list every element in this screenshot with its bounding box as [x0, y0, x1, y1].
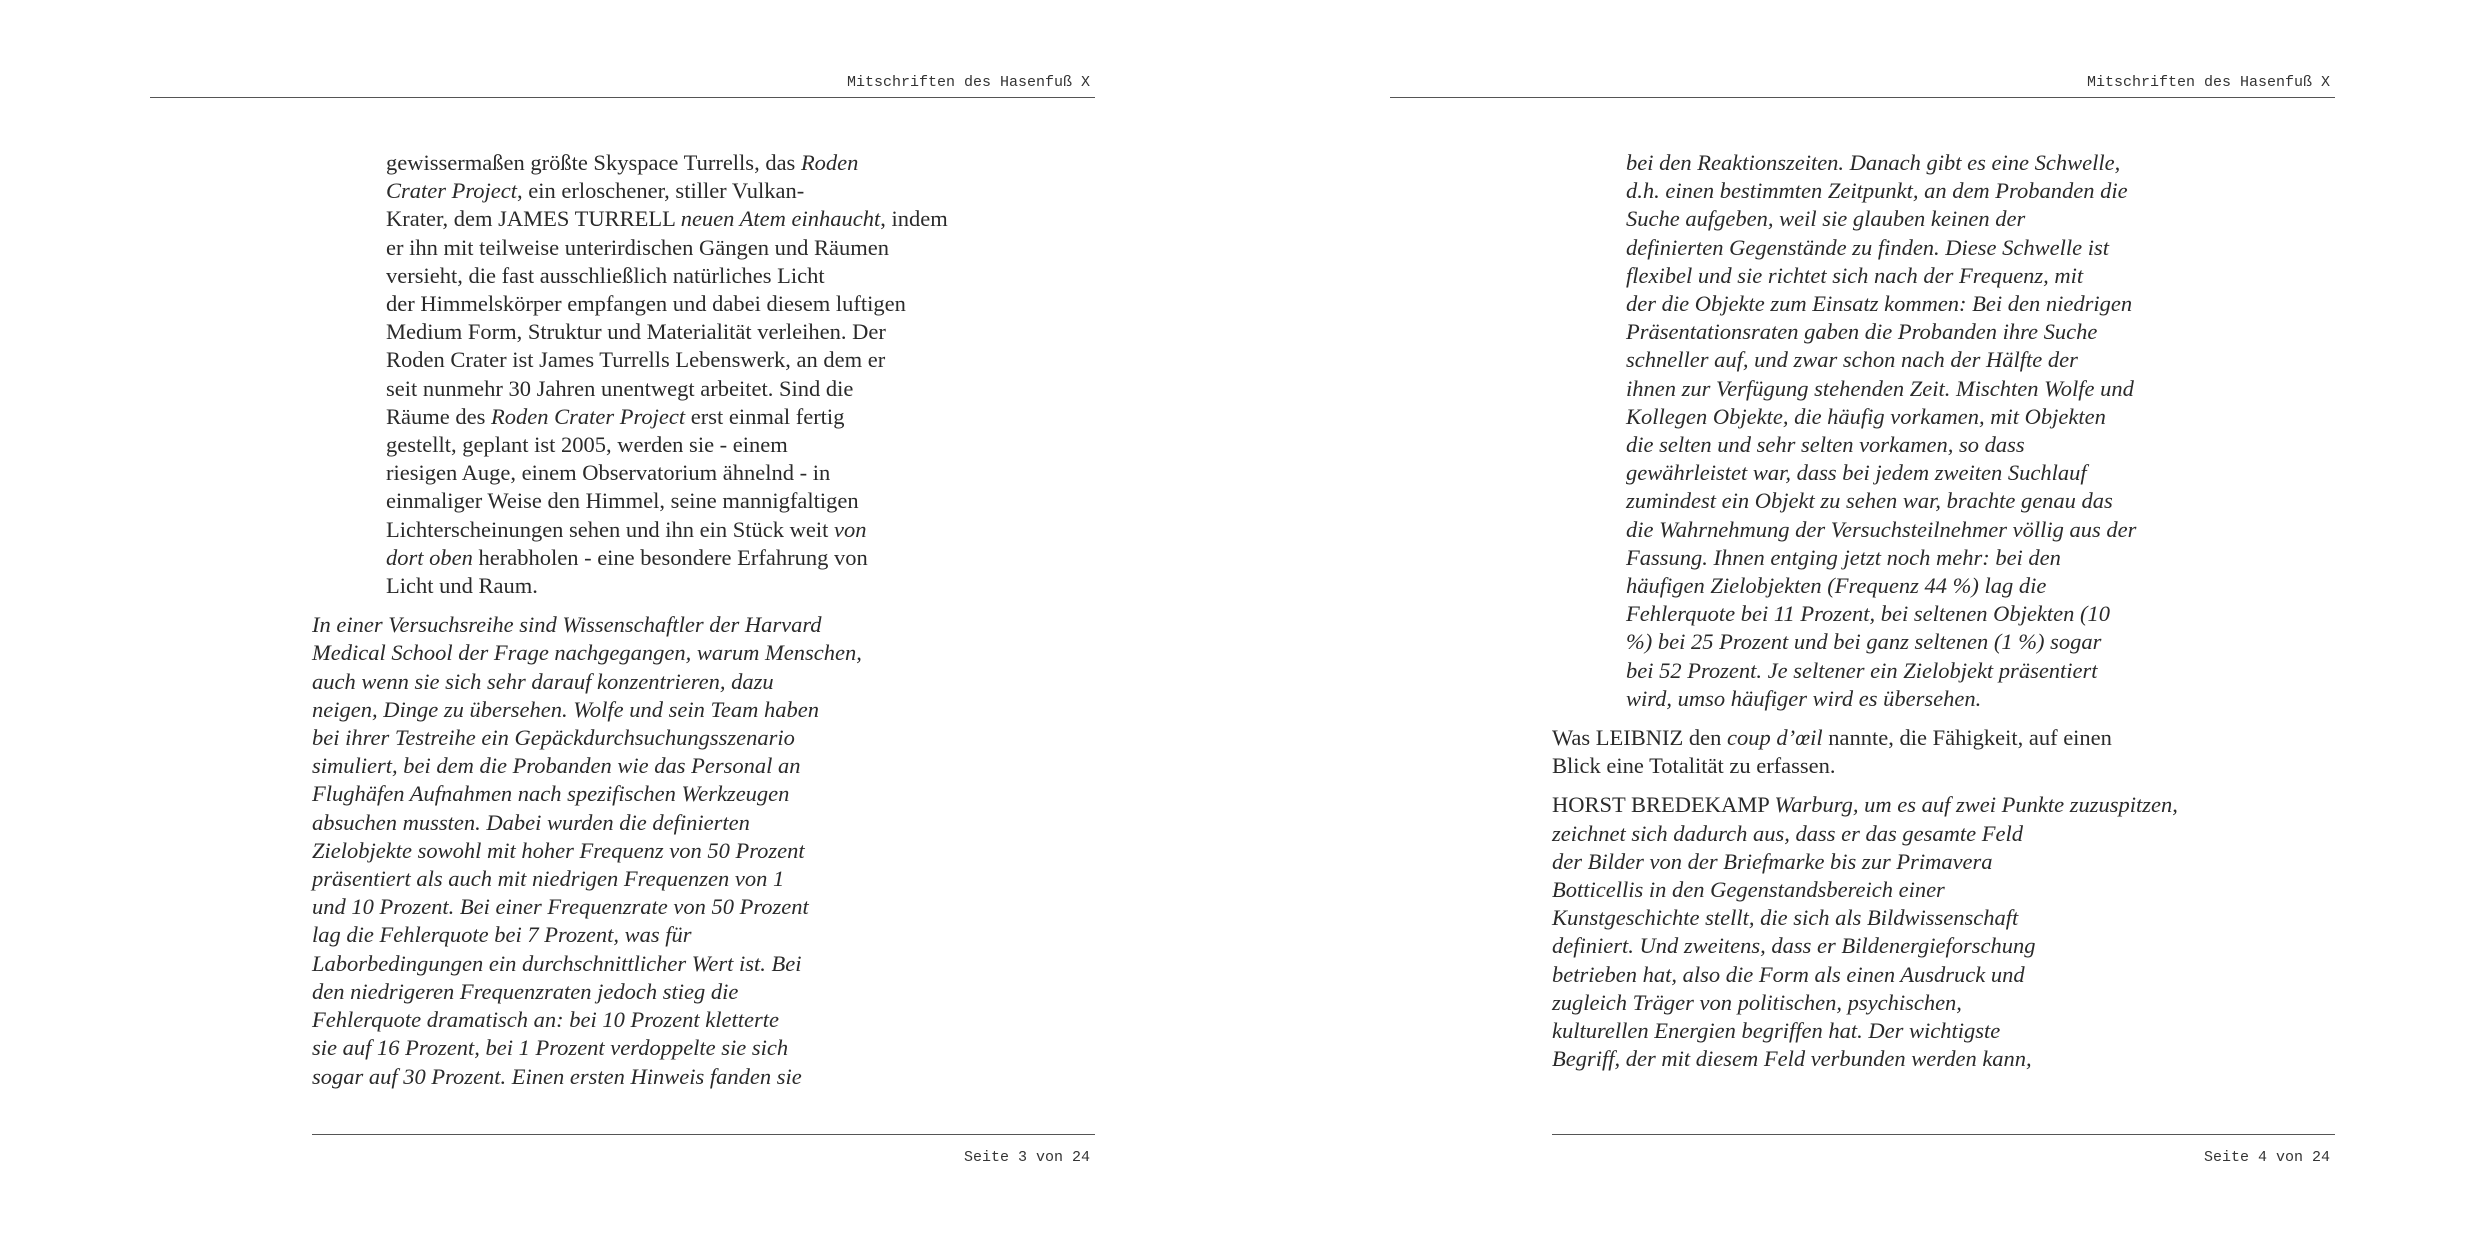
paragraph [312, 149, 1102, 600]
text-line [1626, 431, 2342, 459]
italic-text: Kollegen Objekte, die häufig vorkamen, mit Objekten [1626, 403, 2106, 429]
italic-text: Flughäfen Aufnahmen nach spezifischen Werkzeugen [312, 781, 790, 807]
header-rule [150, 97, 1095, 98]
text-line [1626, 516, 2342, 544]
italic-text: d.h. einen bestimmten Zeitpunkt, an dem Probanden die [1626, 178, 2128, 204]
text-run: der Himmelskörper empfangen und dabei diesem luftigen [386, 291, 906, 317]
text-line [312, 950, 1102, 978]
italic-text: Fehlerquote dramatisch an: bei 10 Prozent kletterte [312, 1007, 779, 1033]
italic-text: ihnen zur Verfügung stehenden Zeit. Mischten Wolfe und [1626, 375, 2134, 401]
text-line [312, 893, 1102, 921]
text-line [1626, 149, 2342, 177]
text-line [386, 403, 1102, 431]
italic-text: auch wenn sie sich sehr darauf konzentrieren, dazu [312, 668, 774, 694]
text-line [1626, 628, 2342, 656]
text-line [1552, 820, 2342, 848]
italic-text: zugleich Träger von politischen, psychischen, [1552, 989, 1962, 1015]
text-run: versieht, die fast ausschließlich natürliches Licht [386, 262, 825, 288]
text-line [312, 921, 1102, 949]
italic-text: flexibel und sie richtet sich nach der Frequenz, mit [1626, 262, 2084, 288]
text-line [312, 668, 1102, 696]
italic-text: bei 52 Prozent. Je seltener ein Zielobjekt präsentiert [1626, 657, 2098, 683]
text-run: gestellt, geplant ist 2005, werden sie - einem [386, 432, 788, 458]
text-line [386, 375, 1102, 403]
text-run: Roden Crater ist James Turrells Lebenswerk, an dem er [386, 347, 886, 373]
text-line [312, 1006, 1102, 1034]
text-line [1626, 234, 2342, 262]
text-line [1552, 1045, 2342, 1073]
text-line [1626, 318, 2342, 346]
italic-text: coup d’œil [1727, 725, 1823, 751]
italic-text: neigen, Dinge zu übersehen. Wolfe und sein Team haben [312, 696, 820, 722]
italic-text: und 10 Prozent. Bei einer Frequenzrate von 50 Prozent [312, 894, 809, 920]
italic-text: sie auf 16 Prozent, bei 1 Prozent verdoppelte sie sich [312, 1035, 789, 1061]
italic-text: Zielobjekte sowohl mit hoher Frequenz von 50 Prozent [312, 837, 805, 863]
text-line [386, 487, 1102, 515]
text-line [1626, 290, 2342, 318]
text-run: Medium Form, Struktur und Materialität verleihen. Der [386, 319, 886, 345]
italic-text: zumindest ein Objekt zu sehen war, brachte genau das [1626, 488, 2113, 514]
page-number: Seite 4 von 24 [2203, 1149, 2330, 1166]
text-line [1552, 724, 2342, 752]
italic-text: Fassung. Ihnen entging jetzt noch mehr: bei den [1626, 544, 2061, 570]
footer-rule [312, 1134, 1095, 1135]
italic-text: präsentiert als auch mit niedrigen Frequenzen von 1 [312, 866, 785, 892]
italic-text: bei den Reaktionszeiten. Danach gibt es eine Schwelle, [1626, 150, 2121, 175]
italic-text: der die Objekte zum Einsatz kommen: Bei den niedrigen [1626, 291, 2133, 317]
text-line [1626, 177, 2342, 205]
text-line [1626, 262, 2342, 290]
text-run: erst einmal fertig [685, 403, 845, 429]
text-line [1626, 600, 2342, 628]
text-run: Licht und Raum. [386, 573, 538, 599]
text-line [386, 431, 1102, 459]
text-line [386, 572, 1102, 600]
italic-text: von [834, 516, 867, 542]
text-run: , ein erloschener, stiller Vulkan- [517, 178, 805, 204]
text-line [312, 611, 1102, 639]
text-line [312, 724, 1102, 752]
italic-text: wird, umso häufiger wird es übersehen. [1626, 685, 1982, 711]
text-run: Lichterscheinungen sehen und ihn ein Stück weit [386, 516, 835, 542]
italic-text: definiert. Und zweitens, dass er Bildenergieforschung [1552, 933, 2036, 959]
text-line [1552, 1017, 2342, 1045]
header-rule [1390, 97, 2335, 98]
page-body [1552, 149, 2342, 1074]
italic-text: zeichnet sich dadurch aus, dass er das gesamte Feld [1552, 820, 2023, 846]
text-run: riesigen Auge, einem Observatorium ähnelnd - in [386, 460, 831, 486]
italic-text: schneller auf, und zwar schon nach der Hälfte der [1626, 347, 2078, 373]
italic-text: Präsentationsraten gaben die Probanden ihre Suche [1626, 319, 2098, 345]
page-number: Seite 3 von 24 [963, 1149, 1090, 1166]
italic-text: häufigen Zielobjekten (Frequenz 44 %) lag die [1626, 573, 2047, 599]
italic-text: lag die Fehlerquote bei 7 Prozent, was für [312, 922, 692, 948]
text-line [1626, 487, 2342, 515]
italic-text: bei ihrer Testreihe ein Gepäckdurchsuchungsszenario [312, 725, 795, 751]
text-line [1552, 904, 2342, 932]
italic-text: gewährleistet war, dass bei jedem zweiten Suchlauf [1626, 460, 2087, 486]
text-line [386, 262, 1102, 290]
running-head: Mitschriften des Hasenfuß X [2086, 74, 2330, 91]
text-line [1552, 989, 2342, 1017]
text-run: Was LEIBNIZ den [1552, 725, 1728, 751]
italic-text: Laborbedingungen ein durchschnittlicher Wert ist. Bei [312, 950, 802, 976]
text-line [386, 346, 1102, 374]
text-line [386, 318, 1102, 346]
text-line [312, 780, 1102, 808]
text-line [386, 205, 1102, 233]
text-run: HORST BREDEKAMP [1552, 792, 1775, 818]
italic-text: neuen Atem einhaucht [680, 206, 881, 232]
italic-text: die selten und sehr selten vorkamen, so dass [1626, 432, 2025, 458]
text-line [386, 177, 1102, 205]
text-line [1552, 932, 2342, 960]
text-run: herabholen - eine besondere Erfahrung von [472, 544, 868, 570]
text-line [312, 809, 1102, 837]
italic-text: Warburg, um es auf zwei Punkte zuzuspitzen, [1774, 792, 2178, 818]
italic-text: Suche aufgeben, weil sie glauben keinen der [1626, 206, 2026, 232]
italic-text: Begriff, der mit diesem Feld verbunden werden kann, [1552, 1046, 2032, 1072]
italic-text: den niedrigeren Frequenzraten jedoch stieg die [312, 978, 739, 1004]
text-line [1552, 961, 2342, 989]
text-line [1626, 544, 2342, 572]
italic-text: die Wahrnehmung der Versuchsteilnehmer völlig aus der [1626, 516, 2137, 542]
italic-text: betrieben hat, also die Form als einen Ausdruck und [1552, 961, 2025, 987]
text-line [1626, 657, 2342, 685]
italic-text: definierten Gegenstände zu finden. Diese Schwelle ist [1626, 234, 2110, 260]
text-run: gewissermaßen größte Skyspace Turrells, das [386, 150, 801, 175]
italic-text: sogar auf 30 Prozent. Einen ersten Hinweis fanden sie [312, 1063, 802, 1089]
italic-text: kulturellen Energien begriffen hat. Der wichtigste [1552, 1018, 2001, 1044]
text-line [386, 544, 1102, 572]
text-run: Räume des [386, 403, 491, 429]
italic-text: der Bilder von der Briefmarke bis zur Primavera [1552, 848, 1993, 874]
italic-text: Medical School der Frage nachgegangen, warum Menschen, [312, 640, 862, 666]
text-line [1626, 572, 2342, 600]
text-line [386, 516, 1102, 544]
page-body [312, 149, 1102, 1091]
italic-text: Crater Project [386, 178, 518, 204]
text-line [312, 978, 1102, 1006]
running-head: Mitschriften des Hasenfuß X [846, 74, 1090, 91]
italic-text: dort oben [386, 544, 473, 570]
italic-text: Roden [800, 150, 859, 175]
page-4 [1240, 0, 2480, 1240]
italic-text: Botticellis in den Gegenstandsbereich einer [1552, 877, 1945, 903]
paragraph [1552, 791, 2342, 1073]
italic-text: In einer Versuchsreihe sind Wissenschaftler der Harvard [312, 612, 822, 638]
italic-text: absuchen mussten. Dabei wurden die definierten [312, 809, 750, 835]
italic-text: simuliert, bei dem die Probanden wie das Personal an [312, 753, 801, 779]
text-run: einmaliger Weise den Himmel, seine mannigfaltigen [386, 488, 859, 514]
text-line [312, 837, 1102, 865]
paragraph [312, 611, 1102, 1090]
text-run: , indem [880, 206, 948, 232]
paragraph [1552, 149, 2342, 713]
italic-text: %) bei 25 Prozent und bei ganz seltenen (1 %) sogar [1626, 629, 2102, 655]
italic-text: Kunstgeschichte stellt, die sich als Bildwissenschaft [1552, 905, 2019, 931]
text-line [386, 149, 1102, 177]
text-line [1626, 375, 2342, 403]
text-line [312, 1063, 1102, 1091]
text-line [386, 290, 1102, 318]
text-run: er ihn mit teilweise unterirdischen Gängen und Räumen [386, 234, 889, 260]
text-run: nannte, die Fähigkeit, auf einen [1822, 725, 2112, 751]
text-line [1552, 876, 2342, 904]
paragraph [1552, 724, 2342, 780]
text-line [386, 234, 1102, 262]
text-run: Krater, dem JAMES TURRELL [386, 206, 681, 232]
text-line [312, 1034, 1102, 1062]
text-line [1626, 685, 2342, 713]
text-line [312, 865, 1102, 893]
italic-text: Fehlerquote bei 11 Prozent, bei seltenen Objekten (10 [1626, 601, 2111, 627]
text-line [312, 639, 1102, 667]
text-line [312, 752, 1102, 780]
text-line [1626, 459, 2342, 487]
text-line [1626, 205, 2342, 233]
text-line [1626, 346, 2342, 374]
text-line [1552, 848, 2342, 876]
text-line [312, 696, 1102, 724]
text-line [1552, 791, 2342, 819]
text-line [1626, 403, 2342, 431]
text-line [386, 459, 1102, 487]
text-line [1552, 752, 2342, 780]
footer-rule [1552, 1134, 2335, 1135]
italic-text: Roden Crater Project [490, 403, 686, 429]
text-run: Blick eine Totalität zu erfassen. [1552, 753, 1836, 779]
text-run: seit nunmehr 30 Jahren unentwegt arbeitet. Sind die [386, 375, 854, 401]
